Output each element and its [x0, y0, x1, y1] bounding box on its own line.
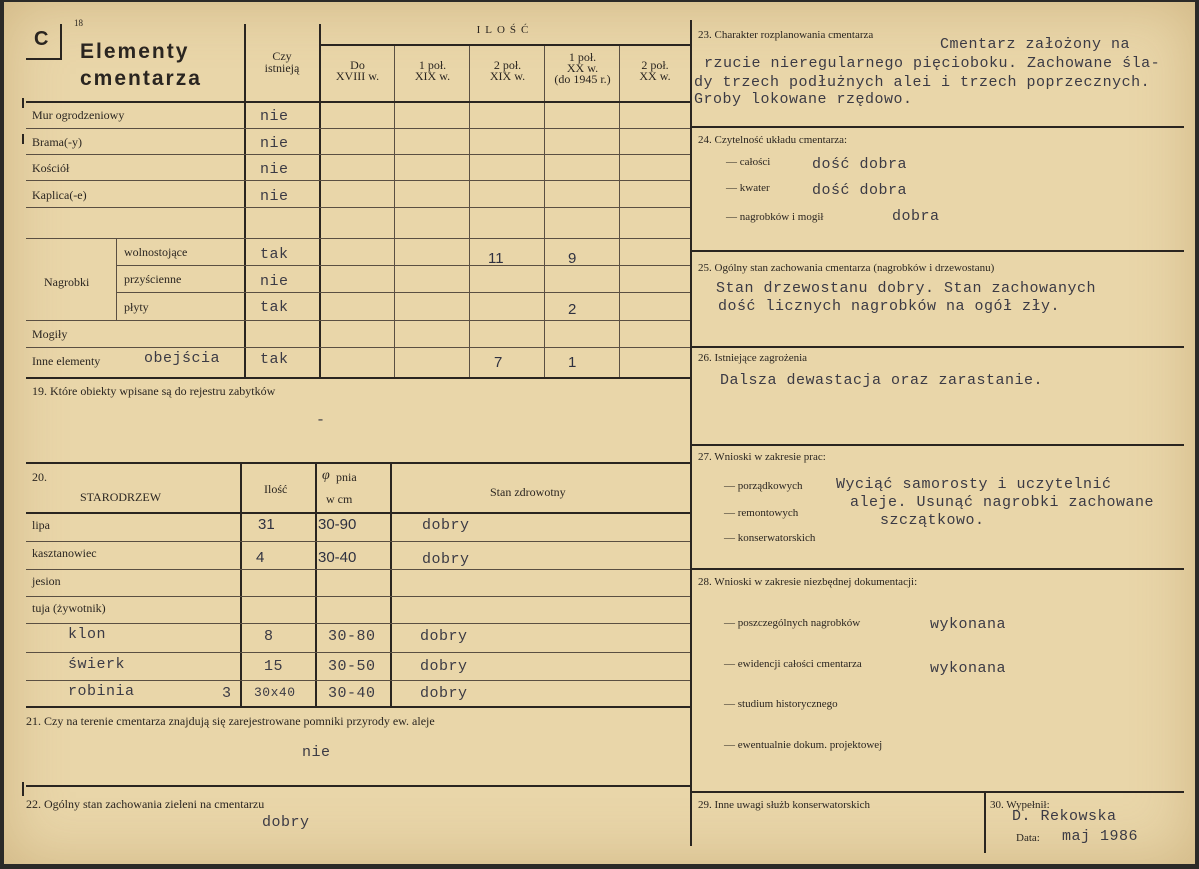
row-label-nagrobki: Nagrobki — [44, 275, 90, 289]
divider — [26, 347, 690, 348]
q25-label: 25. Ogólny stan zachowania cmentarza (nagrobków i drzewostanu) — [698, 262, 995, 274]
row-label-mogily: Mogiły — [32, 327, 68, 341]
header-ilosc: ILOŚĆ — [476, 24, 534, 36]
divider — [26, 652, 690, 653]
row-label-mur: Mur ogrodzeniowy — [32, 108, 125, 122]
divider — [116, 238, 117, 320]
q27-line-3: szczątkowo. — [880, 512, 985, 529]
divider — [26, 462, 690, 464]
divider — [26, 128, 690, 129]
tree-diam-lipa: 30-90 — [318, 516, 357, 533]
divider — [692, 250, 1184, 252]
divider — [692, 444, 1184, 446]
tree-state-robinia: dobry — [420, 685, 468, 702]
divider — [469, 46, 470, 378]
field-number-18: 18 — [74, 18, 83, 28]
q24-value-kwater: dość dobra — [812, 182, 908, 199]
q23-line-2: rzucie nieregularnego pięcioboku. Zachowane śla- — [704, 55, 1161, 72]
q27-label: 27. Wnioski w zakresie prac: — [698, 451, 826, 463]
divider — [26, 238, 690, 239]
tree-state-lipa: dobry — [422, 517, 470, 534]
divider — [26, 596, 690, 597]
phi-symbol: φ — [322, 468, 330, 483]
q24-item-kwater: — kwater — [726, 182, 770, 194]
row-label-kaplica: Kaplica(-e) — [32, 188, 87, 202]
row-label-brama: Brama(-y) — [32, 135, 82, 149]
tree-name-swierk: świerk — [68, 656, 126, 673]
q30-label: 30. Wypełnił: — [990, 799, 1050, 811]
q19-label: 19. Które obiekty wpisane są do rejestru zabytków — [32, 384, 276, 398]
q30-name: D. Rekowska — [1012, 808, 1117, 825]
tree-count-klon: 8 — [264, 628, 274, 645]
exists-brama: nie — [260, 135, 289, 152]
divider — [26, 785, 690, 787]
header-period-5: 2 poł. XX w. — [639, 58, 671, 83]
q29-label: 29. Inne uwagi służb konserwatorskich — [698, 799, 870, 811]
divider — [116, 292, 690, 293]
tree-count-lipa: 31 — [258, 516, 275, 533]
tree-state-klon: dobry — [420, 628, 468, 645]
header-czy-istnieja: Czy istnieją — [264, 49, 300, 75]
count-wolnostojace-2pol-xix: 11 — [488, 250, 504, 267]
title-line-2: cmentarza — [80, 67, 202, 90]
divider — [26, 512, 690, 514]
divider — [692, 568, 1184, 570]
margin-tick — [22, 98, 24, 108]
q28-item-projektowej: — ewentualnie dokum. projektowej — [724, 739, 883, 751]
q23-line-4: Groby lokowane rzędowo. — [694, 91, 913, 108]
tree-count-robinia: 3 — [222, 685, 232, 702]
exists-przyscienne: nie — [260, 273, 289, 290]
divider — [26, 680, 690, 681]
tree-count-kasztanowiec: 4 — [256, 549, 265, 566]
tree-name-kasztanowiec: kasztanowiec — [32, 546, 97, 560]
q22-label: 22. Ogólny stan zachowania zieleni na cmentarzu — [26, 797, 265, 811]
tree-name-robinia: robinia — [68, 683, 135, 700]
q25-line-1: Stan drzewostanu dobry. Stan zachowanych — [716, 280, 1097, 297]
q24-item-nagrobkow: — nagrobków i mogił — [726, 211, 824, 223]
q23-label: 23. Charakter rozplanowania cmentarza — [698, 29, 874, 41]
margin-tick — [22, 782, 24, 796]
tree-state-kasztanowiec: dobry — [422, 551, 470, 568]
divider — [544, 46, 545, 378]
q28-value-ewidencji: wykonana — [930, 660, 1007, 677]
divider — [692, 346, 1184, 348]
q25-line-2: dość licznych nagrobków na ogół zły. — [718, 298, 1061, 315]
tree-name-klon: klon — [68, 626, 107, 643]
row-label-plyty: płyty — [124, 300, 149, 314]
diameter-header-1: pnia — [336, 470, 357, 484]
starodrzew-header: STARODRZEW — [80, 490, 162, 504]
tree-diam-robinia: 30-40 — [328, 685, 376, 702]
divider — [244, 24, 246, 378]
exists-mur: nie — [260, 108, 289, 125]
row-extra-obejscia: obejścia — [144, 350, 221, 367]
q28-item-studium: — studium historycznego — [724, 698, 838, 710]
divider — [315, 464, 317, 708]
header-period-2: 1 poł. XIX w. — [414, 58, 451, 83]
starodrzew-number: 20. — [32, 470, 47, 484]
divider — [26, 706, 690, 708]
exists-wolnostojace: tak — [260, 246, 289, 263]
divider — [619, 46, 620, 378]
divider — [26, 623, 690, 624]
q30-date: maj 1986 — [1062, 828, 1139, 845]
tree-count-robinia-struck: 30x40 — [254, 685, 296, 700]
count-plyty-1pol-xx: 2 — [568, 301, 577, 318]
divider — [26, 377, 690, 379]
q19-answer: - — [316, 412, 326, 429]
divider — [692, 791, 1184, 793]
q24-label: 24. Czytelność układu cmentarza: — [698, 134, 848, 146]
exists-kosciol: nie — [260, 161, 289, 178]
divider — [26, 101, 690, 103]
q26-label: 26. Istniejące zagrożenia — [698, 352, 808, 364]
tree-diam-swierk: 30-50 — [328, 658, 376, 675]
header-period-4: 1 poł. XX w. (do 1945 r.) — [554, 50, 611, 86]
count-wolnostojace-1pol-xx: 9 — [568, 250, 577, 267]
row-label-wolnostojace: wolnostojące — [124, 245, 188, 259]
tree-count-swierk: 15 — [264, 658, 284, 675]
title-line-1: Elementy — [80, 40, 190, 63]
q27-line-1: Wyciąć samorosty i uczytelnić — [836, 476, 1112, 493]
divider — [26, 569, 690, 570]
q28-item-nagrobkow: — poszczególnych nagrobków — [724, 617, 861, 629]
margin-tick — [22, 134, 24, 144]
diameter-header-2: w cm — [326, 492, 353, 506]
divider — [692, 126, 1184, 128]
q28-label: 28. Wnioski w zakresie niezbędnej dokumentacji: — [698, 576, 918, 588]
exists-inne: tak — [260, 351, 289, 368]
q26-answer: Dalsza dewastacja oraz zarastanie. — [720, 372, 1044, 389]
count-inne-2pol-xix: 7 — [494, 354, 503, 371]
row-label-kosciol: Kościół — [32, 161, 70, 175]
q24-value-nagrobkow: dobra — [892, 208, 940, 225]
divider — [240, 464, 242, 708]
tree-diam-klon: 30-80 — [328, 628, 376, 645]
ilosc-header: Ilość — [264, 482, 288, 496]
divider — [984, 793, 986, 853]
q28-value-nagrobkow: wykonana — [930, 616, 1007, 633]
q21-answer: nie — [302, 744, 331, 761]
divider — [26, 207, 690, 208]
divider — [116, 265, 690, 266]
q22-answer: dobry — [262, 814, 310, 831]
divider — [394, 46, 395, 378]
q30-date-label: Data: — [1016, 832, 1040, 844]
divider — [390, 464, 392, 708]
exists-kaplica: nie — [260, 188, 289, 205]
divider — [26, 154, 690, 155]
q24-value-calosci: dość dobra — [812, 156, 908, 173]
q28-item-ewidencji: — ewidencji całości cmentarza — [724, 658, 862, 670]
q27-item-porzadkowych: — porządkowych — [724, 480, 803, 492]
q27-line-2: aleje. Usunąć nagrobki zachowane — [850, 494, 1155, 511]
tree-diam-kasztanowiec: 30-40 — [318, 549, 357, 566]
divider — [26, 320, 690, 321]
q24-item-calosci: — całości — [726, 156, 771, 168]
tree-name-tuja: tuja (żywotnik) — [32, 601, 106, 615]
stan-header: Stan zdrowotny — [490, 485, 566, 499]
catalog-card — [4, 2, 1195, 864]
center-divider — [690, 20, 692, 846]
count-inne-1pol-xx: 1 — [568, 354, 577, 371]
q23-line-1: Cmentarz założony na — [940, 36, 1131, 53]
exists-plyty: tak — [260, 299, 289, 316]
row-label-inne: Inne elementy — [32, 354, 101, 368]
divider — [26, 541, 690, 542]
tree-state-swierk: dobry — [420, 658, 468, 675]
header-period-1: Do XVIII w. — [335, 58, 380, 83]
header-period-3: 2 poł. XIX w. — [489, 58, 526, 83]
tree-name-lipa: lipa — [32, 518, 50, 532]
divider — [26, 180, 690, 181]
section-letter: C — [34, 28, 49, 50]
q21-label: 21. Czy na terenie cmentarza znajdują się zarejestrowane pomniki przyrody ew. aleje — [26, 714, 435, 728]
q27-item-konserwatorskich: — konserwatorskich — [724, 532, 816, 544]
tree-name-jesion: jesion — [32, 574, 61, 588]
q23-line-3: dy trzech podłużnych alei i trzech poprzecznych. — [694, 74, 1151, 91]
q27-item-remontowych: — remontowych — [724, 507, 799, 519]
divider — [320, 44, 690, 46]
divider — [319, 24, 321, 378]
row-label-przyscienne: przyścienne — [124, 272, 182, 286]
